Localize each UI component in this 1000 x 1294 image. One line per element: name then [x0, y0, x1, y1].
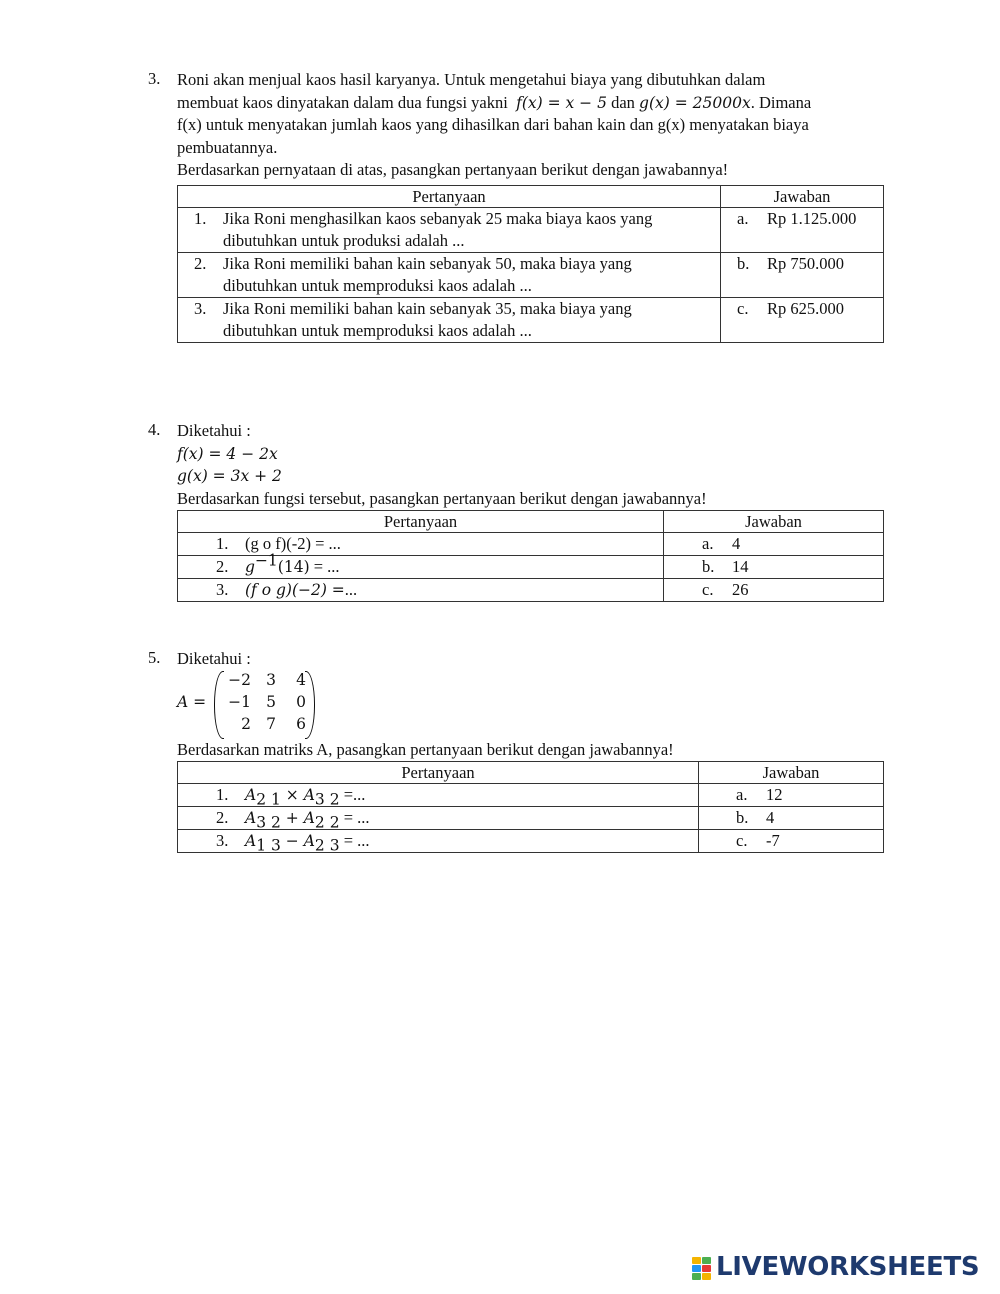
header-answer: Jawaban	[699, 762, 884, 784]
instruction: Berdasarkan matriks A, pasangkan pertanyaan berikut dengan jawabannya!	[177, 739, 674, 759]
answer-cell[interactable]: b. 4	[699, 807, 884, 830]
function-f: f(x) = x − 5	[516, 93, 607, 112]
function-g: g(x) = 25000x	[639, 93, 751, 112]
question-cell: 2. $A_{3 2} + A_{2 2}$ = ...	[178, 807, 699, 830]
question-cell: 3. Jika Roni memiliki bahan kain sebanyak 35, maka biaya yang dibutuhkan untuk memproduksi kaos adalah ...	[178, 297, 721, 342]
answer-cell[interactable]: c. -7	[699, 830, 884, 853]
matrix-a	[177, 671, 888, 739]
table-row	[178, 784, 884, 807]
table-row	[178, 807, 884, 830]
matrix-cell: 2	[241, 714, 251, 733]
question-number: 5.	[148, 648, 161, 667]
table-row	[178, 579, 884, 602]
question-cell: 3. (f o g)(−2) =...	[178, 579, 664, 602]
answer-cell[interactable]: a. Rp 1.125.000	[721, 207, 884, 252]
answer-cell[interactable]: c. 26	[664, 579, 884, 602]
instruction: Berdasarkan fungsi tersebut, pasangkan pertanyaan berikut dengan jawabannya!	[177, 488, 707, 508]
table-row	[178, 556, 884, 579]
table-header	[178, 511, 884, 533]
answer-cell[interactable]: b. Rp 750.000	[721, 252, 884, 297]
logo-grid-icon	[692, 1257, 712, 1281]
matrix-cell: 0	[296, 692, 306, 711]
answer-cell[interactable]: a. 4	[664, 533, 884, 556]
answer-cell[interactable]: c. Rp 625.000	[721, 297, 884, 342]
question-text: membuat kaos dinyatakan dalam dua fungsi yakni f(x) = x − 5 dan g(x) = 25000x. Dimana	[177, 92, 812, 112]
matrix-cell: 6	[296, 714, 306, 733]
question-cell: 2. $g^{-1}(14)$ = ...	[178, 556, 664, 579]
table-row	[178, 252, 884, 297]
question-text: Roni akan menjual kaos hasil karyanya. Untuk mengetahui biaya yang dibutuhkan dalam	[177, 70, 766, 89]
header-answer: Jawaban	[664, 511, 884, 533]
answer-cell[interactable]: a. 12	[699, 784, 884, 807]
table-row	[178, 830, 884, 853]
question-5	[148, 648, 888, 853]
question-cell: 3. $A_{1 3} - A_{2 3}$ = ...	[178, 830, 699, 853]
question-cell: 1. Jika Roni menghasilkan kaos sebanyak 25 maka biaya kaos yang dibutuhkan untuk produksi adalah ...	[178, 207, 721, 252]
header-answer: Jawaban	[721, 185, 884, 207]
table-row	[178, 533, 884, 556]
header-question: Pertanyaan	[178, 762, 699, 784]
matching-table	[177, 185, 884, 343]
given-label: Diketahui :	[177, 649, 251, 668]
table-row	[178, 207, 884, 252]
table-header	[178, 762, 884, 784]
header-question: Pertanyaan	[178, 185, 721, 207]
matrix-cell: 4	[296, 670, 306, 689]
given-label: Diketahui :	[177, 421, 251, 440]
question-number: 3.	[148, 69, 161, 88]
matrix-cell: −1	[228, 692, 251, 711]
question-number: 4.	[148, 420, 161, 439]
matrix-cell: −2	[228, 670, 251, 689]
matrix-cell: 3	[266, 670, 276, 689]
table-header	[178, 185, 884, 207]
question-cell: 1. $A_{2 1} \times A_{3 2}$ =...	[178, 784, 699, 807]
matching-table	[177, 761, 884, 853]
right-parenthesis	[305, 671, 315, 739]
instruction: Berdasarkan pernyataan di atas, pasangkan pertanyaan berikut dengan jawabannya!	[177, 160, 729, 179]
matrix-cell: 5	[266, 692, 276, 711]
function-f: f(x) = 4 − 2x	[177, 444, 278, 463]
question-3	[148, 69, 888, 343]
table-row	[178, 297, 884, 342]
matrix-label: A =	[177, 692, 207, 711]
matching-table	[177, 510, 884, 602]
question-text: pembuatannya.	[177, 137, 278, 157]
question-cell: 1. (g o f)(-2) = ...	[178, 533, 664, 556]
logo-text: LIVEWORKSHEETS	[716, 1252, 980, 1282]
liveworksheets-logo[interactable]	[692, 1252, 990, 1285]
header-question: Pertanyaan	[178, 511, 664, 533]
function-g: g(x) = 3x + 2	[177, 467, 282, 485]
question-4	[148, 420, 888, 602]
matrix-cell: 7	[266, 714, 276, 733]
question-cell: 2. Jika Roni memiliki bahan kain sebanyak 50, maka biaya yang dibutuhkan untuk memproduksi kaos adalah ...	[178, 252, 721, 297]
question-text: f(x) untuk menyatakan jumlah kaos yang dihasilkan dari bahan kain dan g(x) menyatakan biaya	[177, 115, 809, 134]
answer-cell[interactable]: b. 14	[664, 556, 884, 579]
